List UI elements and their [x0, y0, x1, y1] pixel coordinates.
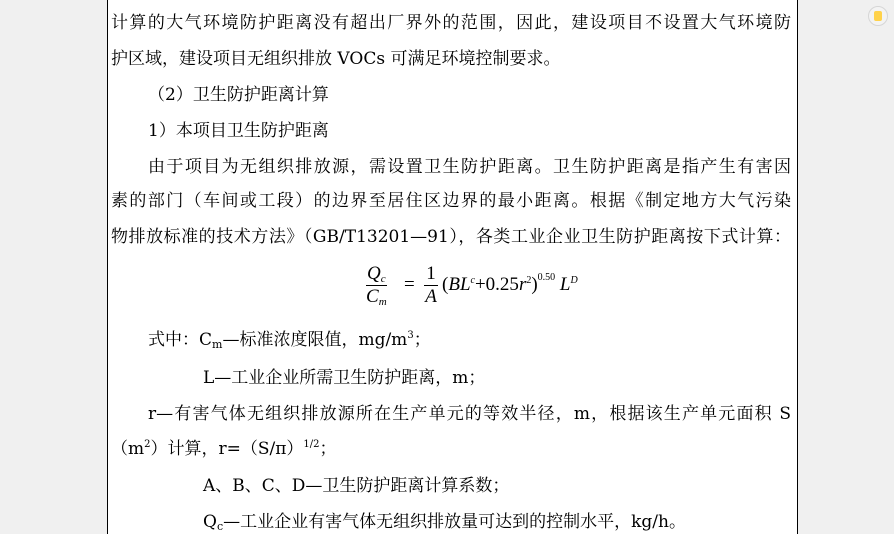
subsection-heading: 1）本项目卫生防护距离	[148, 121, 329, 141]
assistant-icon[interactable]	[868, 6, 888, 26]
definition-r: r—有害气体无组织排放源所在生产单元的等效半径，m，根据该生产单元面积 S	[148, 404, 791, 424]
definition-abcd: A、B、C、D—卫生防护距离计算系数；	[203, 476, 510, 496]
text-line-2: 护区域，建设项目无组织排放 VOCs 可满足环境控制要求。	[111, 49, 561, 69]
text-line-6: 素的部门（车间或工段）的边界至居住区边界的最小距离。根据《制定地方大气污染	[111, 191, 791, 211]
formula-rhs: $(BL^c+0.25r^2)^{0.50}$ $L^D$	[442, 272, 578, 295]
definition-r-cont: $(m^2)$计算，$r=(S/\pi)^{1/2}$；	[111, 439, 337, 459]
definition-l: L—工业企业所需卫生防护距离，m；	[203, 368, 486, 388]
definition-qc: $Q_c—$工业企业有害气体无组织排放量可达到的控制水平，kg/h。	[203, 512, 686, 533]
text-line-1: 计算的大气环境防护距离没有超出厂界外的范围，因此，建设项目不设置大气环境防	[111, 13, 791, 33]
text-line-5: 由于项目为无组织排放源，需设置卫生防护距离。卫生防护距离是指产生有害因	[148, 157, 791, 177]
definition-cm: 式中：$C_m—$标准浓度限值，$mg/m^3$；	[148, 330, 431, 351]
formula-equals: =	[404, 274, 415, 295]
formula-lhs-fraction: $Q_c$ $C_m$	[366, 263, 387, 308]
document-page	[107, 0, 798, 534]
text-line-7: 物排放标准的技术方法》（GB/T13201—91），各类工业企业卫生防护距离按下式计算：	[111, 227, 791, 247]
section-heading: （2）卫生防护距离计算	[148, 85, 329, 105]
formula-coef-fraction: 1 A	[425, 263, 437, 307]
formula	[366, 260, 626, 316]
